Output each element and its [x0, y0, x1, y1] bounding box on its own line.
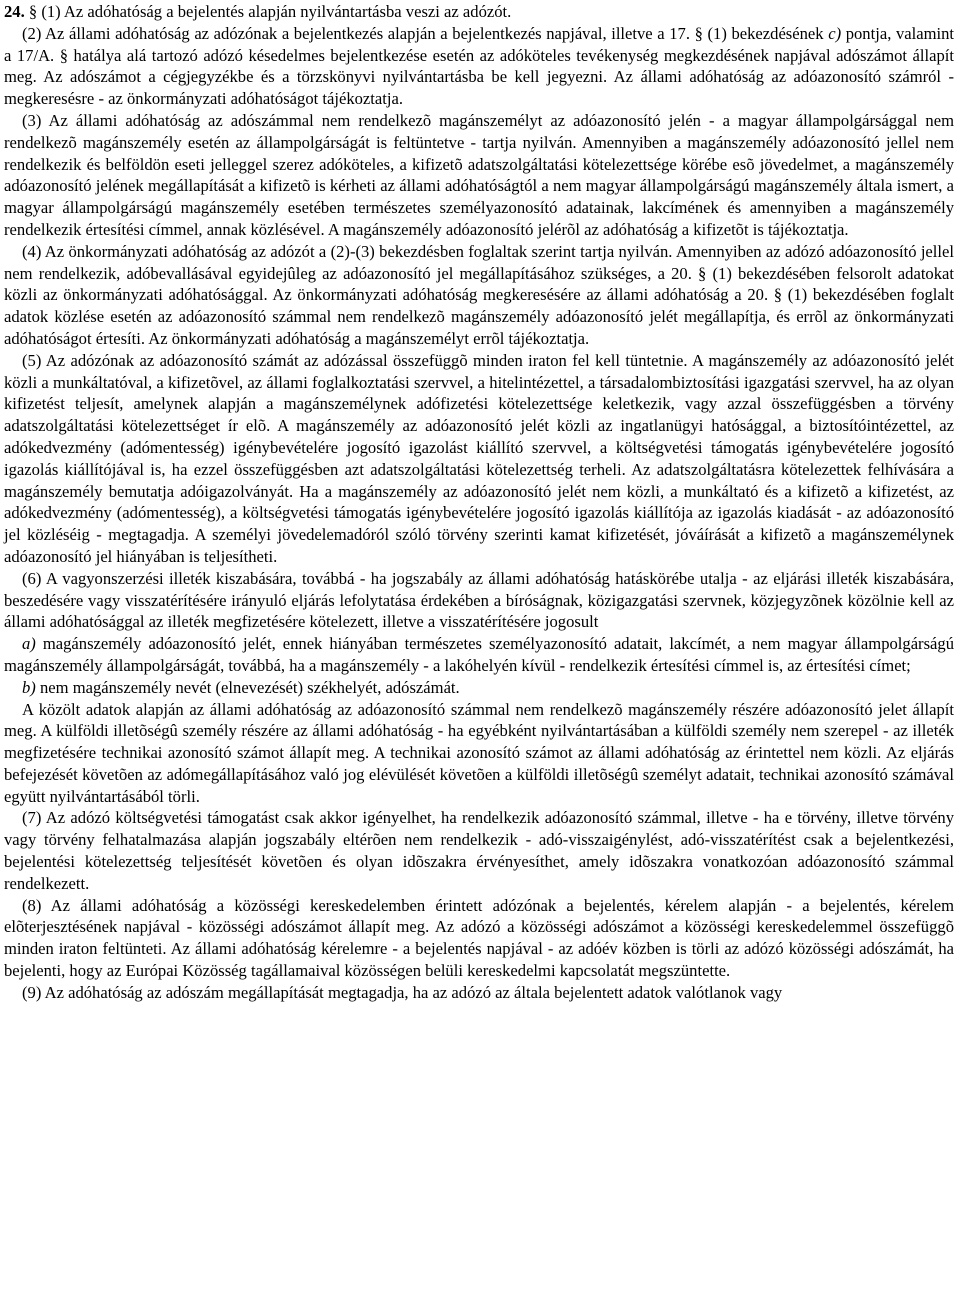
- paragraph-4: [4, 241, 954, 350]
- paragraph-9: [4, 982, 954, 1004]
- paragraph-7: [4, 807, 954, 894]
- paragraph-2: [4, 23, 954, 110]
- paragraph-6-point-b: [4, 677, 954, 699]
- paragraph-2-text-a: (2) Az állami adóhatóság az adózónak a bejelentkezés alapján a bejelentkezés napjával, illetve a 17. § (1) bekezdésének: [22, 23, 829, 43]
- paragraph-4-text: (4) Az önkormányzati adóhatóság az adózót a (2)-(3) bekezdésben foglaltak szerint tartja nyilván. Amennyiben az adózó adóazonosító jellel nem rendelkezik, adóbevallásával egyidejûleg az adóazonosító jel megállapításához szükséges, a 20. § (1) bekezdésében felsorolt adatokat közli az önkormányzati adóhatósággal. Az önkormányzati adóhatóság megkeresésére az állami adóhatóság a 20. § (1) bekezdésében foglalt adatok közlése esetén az adóazonosító számmal nem rendelkezõ magánszemély adóazonosító jelét megállapítja, és errõl az önkormányzati adóhatóságot értesíti. Az önkormányzati adóhatóság a magánszemélyt errõl tájékoztatja.: [4, 241, 954, 348]
- article-number: 24.: [4, 2, 25, 21]
- paragraph-6-text: (6) A vagyonszerzési illeték kiszabására, továbbá - ha jogszabály az állami adóhatóság hatáskörébe utalja - az eljárási illeték kiszabására, beszedésére vagy visszatérítésére irányuló eljárás lefolytatása érdekében a bíróságnak, közigazgatási szervnek, közjegyzõnek közölnie kell az állami adóhatósággal az illeték megfizetésére kötelezett, illetve a visszatérítésére jogosult: [4, 568, 954, 632]
- paragraph-6-point-a: [4, 633, 954, 677]
- paragraph-8-text: (8) Az állami adóhatóság a közösségi kereskedelemben érintett adózónak a bejelentés, kérelem alapján - a bejelentés, kérelem elõterjesztésének napjával - közösségi adószámot állapít meg. Az adózó a közösségi adószámot a közösségi kereskedelemmel összefüggõ minden iraton feltünteti. Az állami adóhatóság kérelemre - a bejelentés napjával - az adóév közben is törli az adózó közösségi adószámát, ha bejelenti, hogy az Európai Közösség tagállamaival közösségen belüli kereskedelmi kapcsolatát megszüntette.: [4, 895, 954, 981]
- paragraph-1: [4, 1, 954, 23]
- paragraph-6: [4, 568, 954, 633]
- paragraph-6-closing-text: A közölt adatok alapján az állami adóhatóság az adóazonosító számmal nem rendelkezõ magánszemély részére adóazonosító jelet állapít meg. A külföldi illetõségû személy részére az állami adóhatóság - ha egyébként nyilvántartásában a külföldi személy nem szerepel - az illeték megfizetésére technikai azonosító számot állapít meg. A technikai azonosító számot az állami adóhatóság az érintettel nem közli. Az eljárás befejezését követõen az adómegállapításához való jog elévülését követõen a külföldi illetõségû személyt adatait, technikai azonosító számával együtt nyilvántartásából törli.: [4, 699, 954, 806]
- paragraph-5-text: (5) Az adózónak az adóazonosító számát az adózással összefüggõ minden iraton fel kell tüntetnie. A magánszemély az adóazonosító jelét közli a munkáltatóval, a kifizetõvel, az állami foglalkoztatási szervvel, a hitelintézettel, a társadalombiztosítási igazgatási szervvel, ha az olyan kifizetést teljesít, amelynek alapján a magánszemélynek adófizetési kötelezettsége keletkezik, vagy azzal összefüggésben a törvény adatszolgáltatási kötelezettséget ír elõ. A magánszemély az adóazonosító jelét közli az ingatlanügyi hatósággal, a biztosítóintézettel, az adókedvezmény (adómentesség) igénybevételére jogosító igazolást kiállító szervvel, a költségvetési támogatás igénybevételére jogosító igazolás kiállítójával is, ha ezzel összefüggésben azt adatszolgáltatási kötelezettség terheli. Az adatszolgáltatásra kötelezettek felhívására a magánszemély bemutatja adóigazolványát. Ha a magánszemély az adóazonosító jelét nem közli, a munkáltató és a kifizetõ a kifizetést, az adókedvezmény (adómentesség), a költségvetési támogatás igénybevételére jogosító igazolás kiállítója az igazolás kiadását - az adóazonosító jel közléséig - megtagadja. A személyi jövedelemadóról szóló törvény szerinti kamat kifizetését, jóváírását a kifizetõ a magánszemélynek adóazonosító jel hiányában is teljesítheti.: [4, 350, 954, 566]
- point-b-label: b): [22, 677, 36, 697]
- paragraph-8: [4, 895, 954, 982]
- point-a-text: magánszemély adóazonosító jelét, ennek hiányában természetes személyazonosító adatait, lakcímét, a nem magyar állampolgárságú magánszemély állampolgárságát, továbbá, ha a magánszemély - a lakóhelyén kívül - rendelkezik értesítési címmel is, az értesítési címet;: [4, 634, 954, 675]
- point-b-text: nem magánszemély nevét (elnevezését) székhelyét, adószámát.: [35, 677, 460, 697]
- paragraph-7-text: (7) Az adózó költségvetési támogatást csak akkor igényelhet, ha rendelkezik adóazonosító számmal, illetve - ha e törvény, illetve törvény vagy törvény felhatalmazása alapján jogszabály eltérõen nem rendelkezik - adó-visszaigénylést, adó-visszatérítést csak a bejelentkezési, bejelentési kötelezettség teljesítését követõen és olyan idõszakra érvényesíthet, amely idõszakra vonatkozóan adóazonosító számmal rendelkezett.: [4, 808, 954, 893]
- point-a-label: a): [22, 634, 36, 654]
- paragraph-2-point-ref: c): [828, 23, 842, 43]
- paragraph-5: [4, 350, 954, 568]
- paragraph-2-text-b: pontja, valamint a 17/A. § hatálya alá tartozó adózó késedelmes bejelentkezése esetén az adóköteles tevékenység megkezdésének napjával adószámot állapít meg. Az adószámot a cégjegyzékbe és a törzskönyvi nyilvántartásba be kell jegyezni. Az állami adóhatóság az adóazonosító számról - megkeresésre - az önkormányzati adóhatóságot tájékoztatja.: [4, 23, 955, 109]
- paragraph-1-text: § (1) Az adóhatóság a bejelentés alapján nyilvántartásba veszi az adózót.: [28, 2, 512, 21]
- paragraph-6-closing: [4, 699, 954, 808]
- paragraph-9-text: (9) Az adóhatóság az adószám megállapítását megtagadja, ha az adózó az általa bejelentett adatok valótlanok vagy: [22, 982, 783, 1002]
- paragraph-3-text: (3) Az állami adóhatóság az adószámmal nem rendelkezõ magánszemélyt az adóazonosító jelén - a magyar állampolgársággal nem rendelkezõ magánszemély esetén az állampolgárságát is feltüntetve - tartja nyilván. Amennyiben a magánszemély adóazonosító jellel nem rendelkezik és belföldön eseti jelleggel szerez adóköteles, a kifizetõ adatszolgáltatási kötelezettsége körébe esõ jövedelmet, a magánszemély adóazonosító jelének megállapítását a kifizetõ is kérheti az állami adóhatóságtól a nem magyar állampolgárságú magánszemély általa ismert, a magyar állampolgárságú magánszemély esetében természetes személyazonosító adatainak, lakcímének és amennyiben a magánszemély rendelkezik értesítési címmel, annak közlésével. A magánszemély adóazonosító jelérõl az adóhatóság a kifizetõt is tájékoztatja.: [4, 110, 954, 239]
- paragraph-3: [4, 110, 954, 241]
